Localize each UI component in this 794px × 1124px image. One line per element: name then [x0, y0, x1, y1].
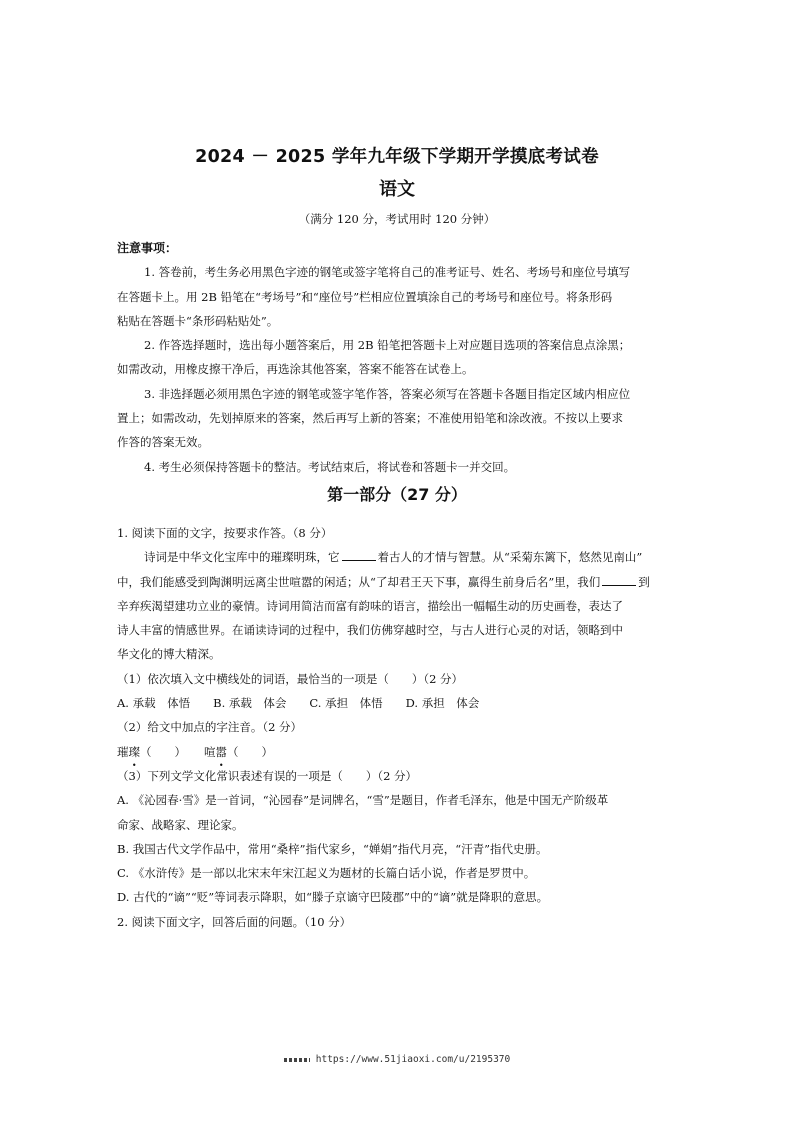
- subject-title: 语文: [379, 179, 415, 200]
- q1-sub3: （3）下列文学文化常识表述有误的一项是（ ）（2 分）: [117, 768, 418, 783]
- q1-passage-line-5: 华文化的博大精深。: [117, 647, 221, 662]
- q1-sub3-option-c: C. 《水浒传》是一部以北宋末年宋江起义为题材的长篇白话小说，作者是罗贯中。: [117, 866, 536, 881]
- notice-item-4: 4. 考生必须保持答题卡的整洁。考试结束后，将试卷和答题卡一并交回。: [144, 459, 516, 474]
- q1-passage-line-2: 中，我们能感受到陶渊明远离尘世喧嚣的闲适；从“了却君王天下事，赢得生前身后名”里，我们 到: [117, 574, 650, 589]
- exam-info: （满分 120 分，考试用时 120 分钟）: [298, 212, 496, 226]
- q1-stem: 1. 阅读下面的文字，按要求作答。（8 分）: [117, 525, 333, 540]
- q1-sub3-option-d: D. 古代的“谪”“贬”等词表示降职，如“滕子京谪守巴陵郡”中的“谪”就是降职的意思。: [117, 890, 549, 905]
- notice-item-3-line-2: 置上；如需改动，先划掉原来的答案，然后再写上新的答案；不准使用铅笔和涂改液。不按以上要求: [117, 411, 623, 426]
- part1-heading: 第一部分（27 分）: [327, 484, 467, 504]
- q2-stem: 2. 阅读下面文字，回答后面的问题。（10 分）: [117, 914, 352, 929]
- dotted-char: 嚣: [215, 744, 227, 759]
- footer: [0, 1054, 794, 1065]
- notice-item-2-line-2: 如需改动，用橡皮擦干净后，再选涂其他答案，答案不能答在试卷上。: [117, 362, 474, 377]
- q1-passage-line-3: 辛弃疾渴望建功立业的豪情。诗词用简洁而富有韵味的语言，描绘出一幅幅生动的历史画卷，表达了: [117, 598, 623, 613]
- q1-sub2-words: 璀璨（ ） 喧嚣（ ）: [117, 744, 273, 759]
- footer-link[interactable]: https://www.51jiaoxi.com/u/2195370: [315, 1054, 511, 1065]
- q1-sub3-option-a-line-1: A. 《沁园春·雪》是一首词，“沁园春”是词牌名，“雪”是题目，作者毛泽东，他是中国无产阶级革: [117, 793, 609, 808]
- dotted-char: 璨: [128, 744, 140, 759]
- notice-item-1-line-1: 1. 答卷前，考生务必用黑色字迹的钢笔或签字笔将自己的准考证号、姓名、考场号和座位号填写: [144, 265, 631, 280]
- answer-blank: [342, 549, 376, 561]
- q1-passage-line-4: 诗人丰富的情感世界。在诵读诗词的过程中，我们仿佛穿越时空，与古人进行心灵的对话，领略到中: [117, 623, 623, 638]
- q1-sub3-option-a-line-2: 命家、战略家、理论家。: [117, 817, 244, 832]
- q1-sub1: （1）依次填入文中横线处的词语，最恰当的一项是（ ）（2 分）: [117, 671, 464, 686]
- notice-item-1-line-3: 粘贴在答题卡“条形码粘贴处”。: [117, 313, 279, 328]
- notice-item-2-line-1: 2. 作答选择题时，选出每小题答案后，用 2B 铅笔把答题卡上对应题目选项的答案信息点涂黑；: [144, 338, 631, 353]
- exam-title: 2024 － 2025 学年九年级下学期开学摸底考试卷: [195, 147, 599, 167]
- answer-blank: [602, 574, 636, 586]
- q1-passage-line-1: 诗词是中华文化宝库中的璀璨明珠，它 着古人的才情与智慧。从“采菊东篱下，悠然见南山”: [144, 550, 643, 565]
- notice-heading: 注意事项：: [117, 241, 178, 255]
- q1-sub2: （2）给文中加点的字注音。（2 分）: [117, 720, 303, 735]
- notice-item-1-line-2: 在答题卡上。用 2B 铅笔在“考场号”和“座位号”栏相应位置填涂自己的考场号和座位号。将条形码: [117, 289, 613, 304]
- notice-item-3-line-1: 3. 非选择题必须用黑色字迹的钢笔或签字笔作答，答案必须写在答题卡各题目指定区域内相应位: [144, 386, 631, 401]
- q1-sub3-option-b: B. 我国古代文学作品中，常用“桑梓”指代家乡，“婵娟”指代月亮，“汗青”指代史册。: [117, 841, 548, 856]
- q1-sub1-options: A. 承载 体悟 B. 承载 体会 C. 承担 体悟 D. 承担 体会: [117, 696, 480, 711]
- notice-item-3-line-3: 作答的答案无效。: [117, 435, 209, 450]
- site-logo-icon: [284, 1058, 310, 1062]
- exam-content: [117, 236, 677, 934]
